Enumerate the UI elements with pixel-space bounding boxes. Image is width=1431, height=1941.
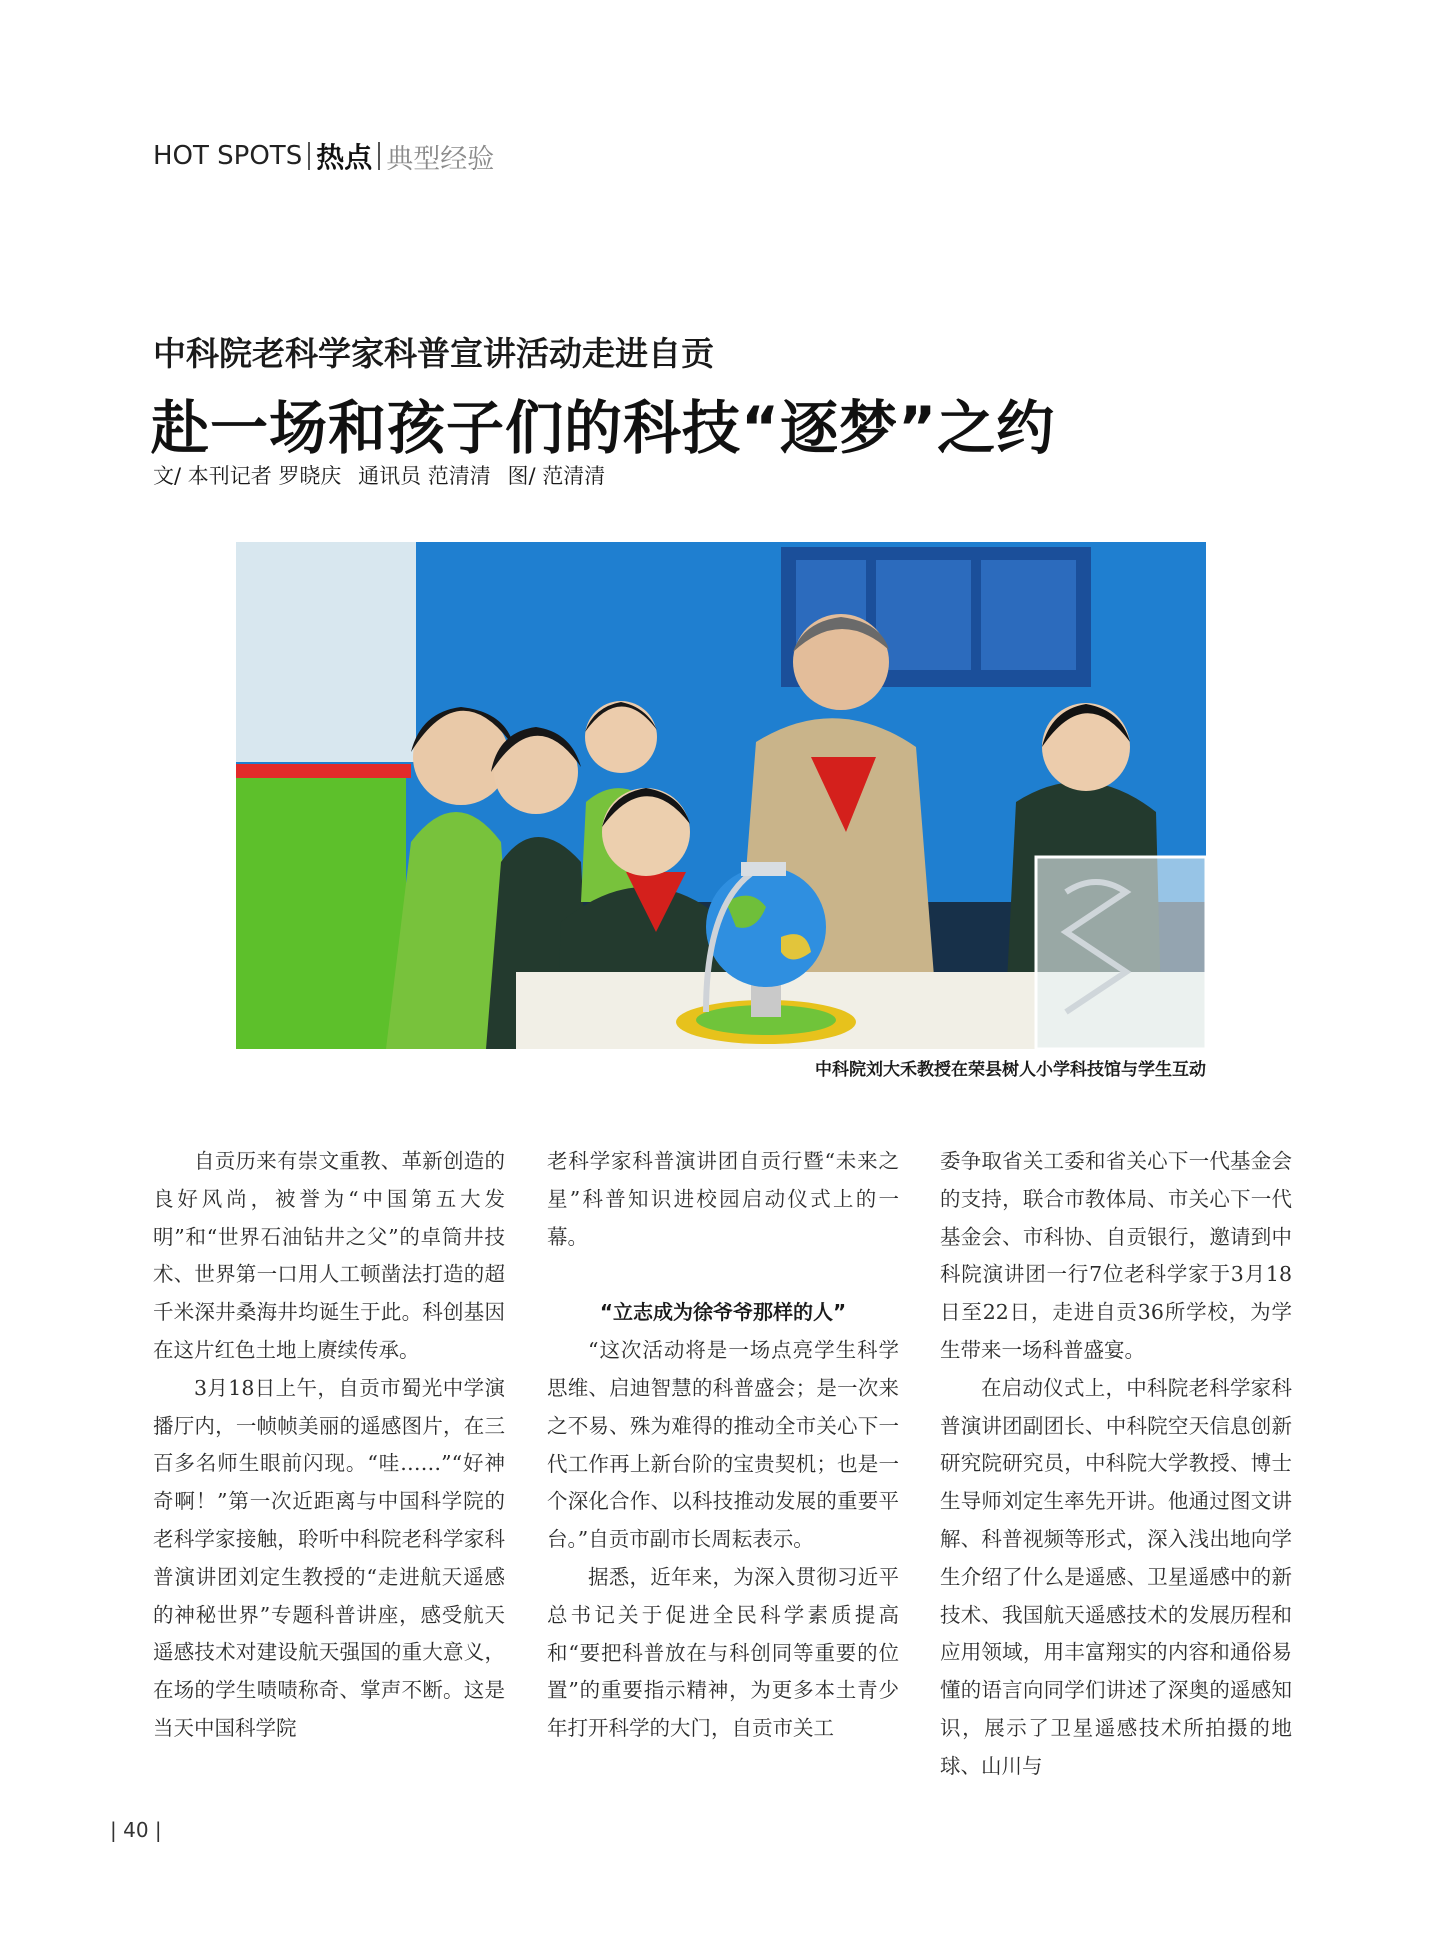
page-number-value: 40 xyxy=(123,1818,149,1842)
body-column-2 xyxy=(547,1143,899,1748)
divider xyxy=(378,142,380,170)
paragraph: 委争取省关工委和省关心下一代基金会的支持，联合市教体局、市关心下一代基金会、市科协、自贡银行，邀请到中科院演讲团一行7位老科学家于3月18日至22日，走进自贡36所学校，为学生带来一场科普盛宴。 xyxy=(940,1149,1292,1362)
section-label-sub: 典型经验 xyxy=(386,143,495,175)
article-byline xyxy=(153,460,615,490)
photo-window xyxy=(236,542,416,762)
byline-author: 文/ 本刊记者 罗晓庆 xyxy=(153,464,342,488)
body-column-1 xyxy=(153,1143,505,1748)
article-title: 赴一场和孩子们的科技“逐梦”之约 xyxy=(151,394,1056,462)
paragraph: 自贡历来有崇文重教、革新创造的良好风尚，被誉为“中国第五大发明”和“世界石油钻井之父”的卓筒井技术、世界第一口用人工顿凿法打造的超千米深井桑海井均诞生于此。科创基因在这片红色土地上赓续传承。 xyxy=(153,1149,505,1362)
photo-illustration xyxy=(236,542,1206,1049)
paragraph: 据悉，近年来，为深入贯彻习近平总书记关于促进全民科学素质提高和“要把科普放在与科创同等重要的位置”的重要指示精神，为更多本土青少年打开科学的大门，自贡市关工 xyxy=(547,1564,899,1741)
photo-globe xyxy=(706,867,826,987)
article-kicker: 中科院老科学家科普宣讲活动走进自贡 xyxy=(153,334,714,373)
divider xyxy=(308,142,310,170)
section-subheading: “立志成为徐爷爷那样的人” xyxy=(599,1300,847,1325)
byline-photographer: 图/ 范清清 xyxy=(507,464,606,488)
body-column-3 xyxy=(940,1143,1292,1786)
section-header xyxy=(153,138,494,174)
article-photo xyxy=(236,542,1206,1049)
paragraph: 老科学家科普演讲团自贡行暨“未来之星”科普知识进校园启动仪式上的一幕。 xyxy=(547,1149,899,1249)
photo-caption: 中科院刘大禾教授在荣县树人小学科技馆与学生互动 xyxy=(815,1060,1206,1080)
paragraph: “这次活动将是一场点亮学生科学思维、启迪智慧的科普盛会；是一次来之不易、殊为难得的推动全市关心下一代工作再上新台阶的宝贵契机；也是一个深化合作、以科技推动发展的重要平台。”自贡市副市长周耘表示。 xyxy=(547,1338,899,1552)
paragraph: 3月18日上午，自贡市蜀光中学演播厅内，一帧帧美丽的遥感图片，在三百多名师生眼前闪现。“哇……”“好神奇啊！”第一次近距离与中国科学院的老科学家接触，聆听中科院老科学家科普演讲团刘定生教授的“走进航天遥感的神秘世界”专题科普讲座，感受航天遥感技术对建设航天强国的重大意义，在场的学生啧啧称奇、掌声不断。这是当天中国科学院 xyxy=(153,1375,505,1740)
section-label-hot: 热点 xyxy=(316,141,373,174)
byline-correspondent: 通讯员 范清清 xyxy=(358,464,491,488)
photo-green-box xyxy=(236,772,406,1049)
paragraph: 在启动仪式上，中科院老科学家科普演讲团副团长、中科院空天信息创新研究院研究员，中科院大学教授、博士生导师刘定生率先开讲。他通过图文讲解、科普视频等形式，深入浅出地向学生介绍了什么是遥感、卫星遥感中的新技术、我国航天遥感技术的发展历程和应用领域，用丰富翔实的内容和通俗易懂的语言向同学们讲述了深奥的遥感知识，展示了卫星遥感技术所拍摄的地球、山川与 xyxy=(940,1375,1292,1778)
section-label-en: HOT SPOTS xyxy=(153,141,303,171)
page-number: | 40 | xyxy=(110,1818,162,1842)
